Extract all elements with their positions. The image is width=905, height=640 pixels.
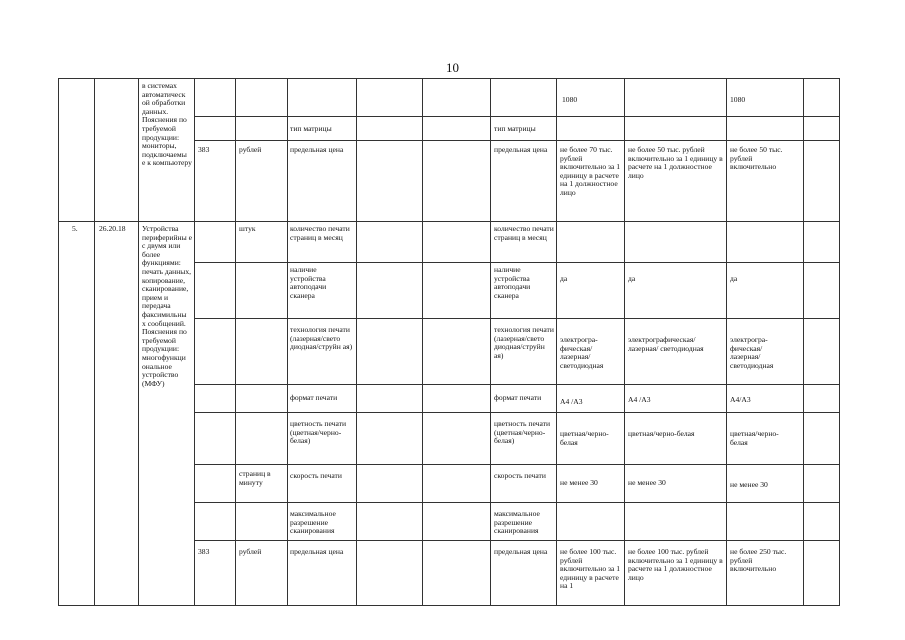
adf-value: да (560, 274, 568, 283)
adf-value: да (628, 274, 636, 283)
matrix-type-label: тип матрицы (494, 124, 536, 133)
format-value: А4 /А3 (560, 397, 583, 406)
tech-label: технология печати (лазерная/свето диодная/струйн ая) (290, 325, 353, 352)
okpd-code: 26.20.18 (99, 224, 126, 233)
unit-label: рублей (239, 145, 262, 154)
speed-value: не менее 30 (560, 478, 598, 487)
pages-label: количество печати страниц в месяц (290, 224, 350, 242)
pages-label: количество печати страниц в месяц (494, 224, 554, 242)
resolution-value: 1080 (730, 95, 746, 104)
matrix-type-label: тип матрицы (290, 124, 332, 133)
speed-value: не менее 30 (628, 478, 666, 487)
row-number: 5. (72, 224, 78, 233)
scan-label: максимальное разрешение сканирования (290, 509, 336, 536)
price-label: предельная цена (494, 145, 548, 154)
okei-code: 383 (198, 145, 210, 154)
speed-unit: страниц в минуту (239, 469, 271, 487)
monitor-description: в системах автоматическ ой обработки данных. Пояснения по требуемой продукции: мониторы, подключаемы е к компьютеру (142, 81, 192, 168)
price-value: не более 50 тыс. рублей включительно (730, 145, 783, 172)
price-value: не более 70 тыс. рублей включительно за 1 единицу в расчете на 1 должностное лицо (560, 145, 621, 197)
color-label: цветность печати (цветная/черно- белая) (494, 419, 551, 446)
format-value: А4/А3 (730, 395, 751, 404)
page-number: 10 (446, 60, 459, 75)
price-label: предельная цена (494, 547, 548, 556)
adf-label: наличие устройства автоподачи сканера (290, 265, 327, 300)
format-value: А4 /А3 (628, 395, 651, 404)
color-value: цветная/черно- белая (730, 429, 779, 447)
speed-label: скорость печати (494, 471, 546, 480)
color-value: цветная/черно-белая (628, 429, 695, 438)
tech-value: электрогра- фическая/ лазерная/ светодиодная (560, 335, 604, 370)
speed-value: не менее 30 (730, 480, 768, 489)
color-value: цветная/черно- белая (560, 429, 609, 447)
price-value: не более 100 тыс. рублей включительно за 1 единицу в расчете на 1 (560, 547, 621, 591)
format-label: формат печати (494, 393, 542, 402)
tech-value: электрографическая/ лазерная/ светодиодная (628, 335, 704, 353)
mfu-description: Устройства периферийны е с двумя или более функциями: печать данных, копирование, сканирование, прием и передача факсимильны х сообщений. Пояснения по требуемой продукции: многофункци ональное устройство (МФУ) (142, 224, 192, 388)
tech-label: технология печати (лазерная/свето диодная/струйн ая) (494, 325, 554, 360)
speed-label: скорость печати (290, 471, 342, 480)
tech-value: электрогра- фическая/ лазерная/ светодиодная (730, 335, 774, 370)
price-label: предельная цена (290, 145, 344, 154)
okei-code: 383 (198, 547, 210, 556)
adf-label: наличие устройства автоподачи сканера (494, 265, 531, 300)
adf-value: да (730, 274, 738, 283)
scan-label: максимальное разрешение сканирования (494, 509, 540, 536)
unit-label: штук (239, 224, 256, 233)
resolution-value: 1080 (562, 95, 578, 104)
specification-table (58, 78, 840, 606)
price-value: не более 50 тыс. рублей включительно за 1 единицу в расчете на 1 должностное лицо (628, 145, 723, 180)
price-value: не более 250 тыс. рублей включительно (730, 547, 787, 574)
format-label: формат печати (290, 393, 338, 402)
unit-label: рублей (239, 547, 262, 556)
price-label: предельная цена (290, 547, 344, 556)
color-label: цветность печати (цветная/черно- белая) (290, 419, 347, 446)
price-value: не более 100 тыс. рублей включительно за 1 единицу в расчете на 1 должностное лицо (628, 547, 723, 582)
